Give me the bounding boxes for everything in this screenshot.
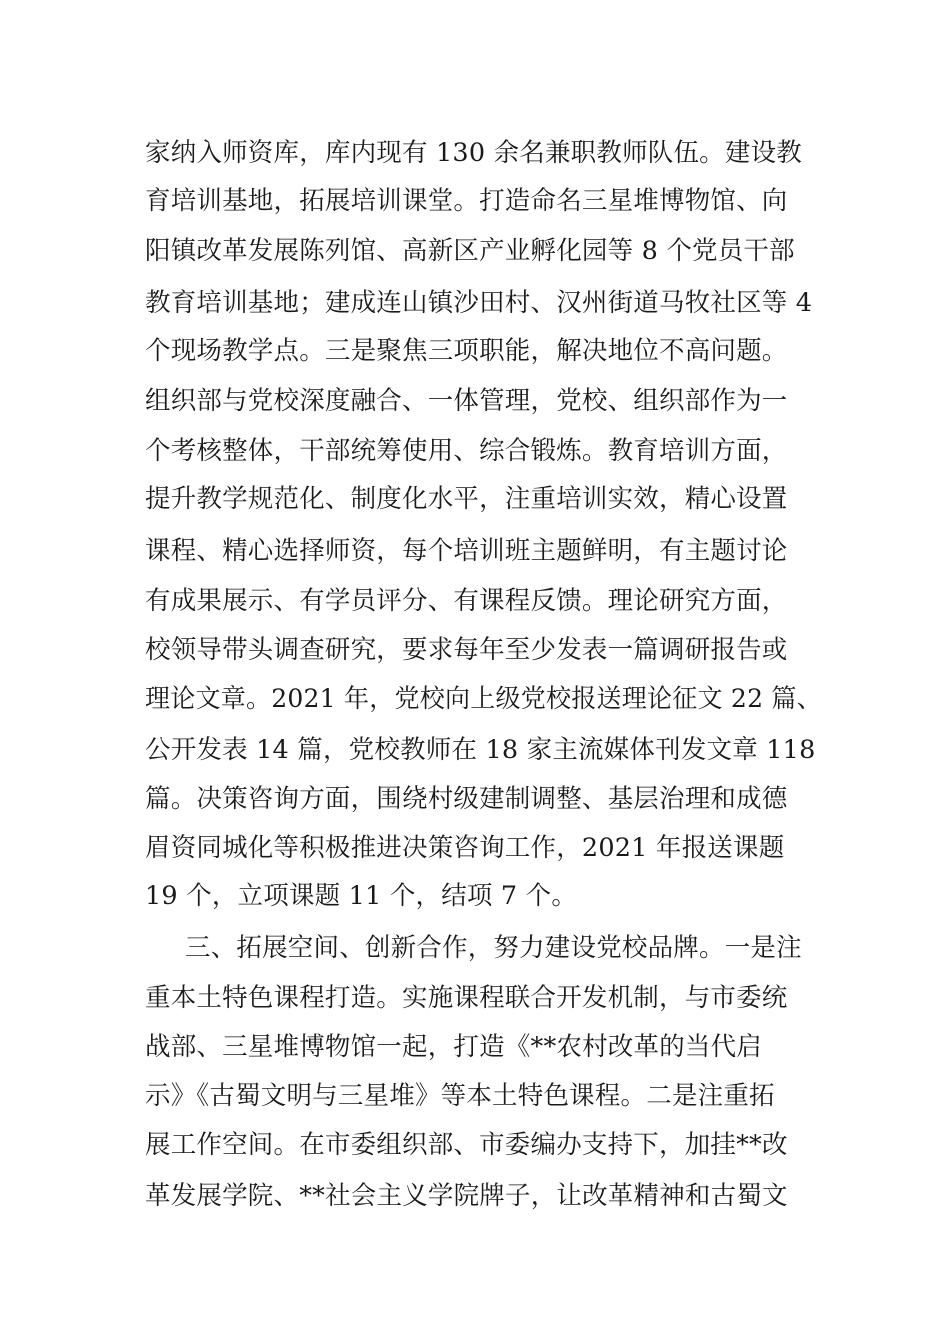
- text-line-13: 公开发表 14 篇，党校教师在 18 家主流媒体刊发文章 118: [145, 735, 816, 765]
- text-line-21: 展工作空间。在市委组织部、市委编办支持下，加挂**改: [145, 1130, 788, 1160]
- text-line-8: 提升教学规范化、制度化水平，注重培训实效，精心设置: [145, 484, 788, 514]
- text-line-11: 校领导带头调查研究，要求每年至少发表一篇调研报告或: [145, 635, 788, 665]
- text-line-3: 阳镇改革发展陈列馆、高新区产业孵化园等 8 个党员干部: [145, 236, 795, 266]
- text-line-18: 重本土特色课程打造。实施课程联合开发机制，与市委统: [145, 983, 788, 1013]
- text-line-12: 理论文章。2021 年，党校向上级党校报送理论征文 22 篇、: [145, 684, 822, 714]
- text-line-5: 个现场教学点。三是聚焦三项职能，解决地位不高问题。: [145, 336, 788, 366]
- text-line-10: 有成果展示、有学员评分、有课程反馈。理论研究方面，: [145, 586, 788, 616]
- text-line-9: 课程、精心选择师资，每个培训班主题鲜明，有主题讨论: [145, 536, 788, 566]
- text-line-1: 家纳入师资库，库内现有 130 余名兼职教师队伍。建设教: [145, 138, 802, 168]
- text-line-7: 个考核整体，干部统筹使用、综合锻炼。教育培训方面，: [145, 436, 788, 466]
- text-line-6: 组织部与党校深度融合、一体管理，党校、组织部作为一: [145, 386, 788, 416]
- text-line-14: 篇。决策咨询方面，围绕村级建制调整、基层治理和成德: [145, 784, 788, 814]
- text-line-19: 战部、三星堆博物馆一起，打造《**农村改革的当代启: [145, 1032, 763, 1062]
- text-line-22: 革发展学院、**社会主义学院牌子，让改革精神和古蜀文: [145, 1181, 788, 1211]
- text-line-2: 育培训基地，拓展培训课堂。打造命名三星堆博物馆、向: [145, 186, 788, 216]
- paragraph-heading-line: 三、拓展空间、创新合作，努力建设党校品牌。一是注: [185, 933, 802, 963]
- text-line-15: 眉资同城化等积极推进决策咨询工作，2021 年报送课题: [145, 833, 785, 863]
- text-line-20: 示》《古蜀文明与三星堆》等本土特色课程。二是注重拓: [145, 1081, 775, 1111]
- text-line-4: 教育培训基地；建成连山镇沙田村、汉州街道马牧社区等 4: [145, 288, 813, 318]
- text-line-16: 19 个，立项课题 11 个，结项 7 个。: [145, 881, 578, 911]
